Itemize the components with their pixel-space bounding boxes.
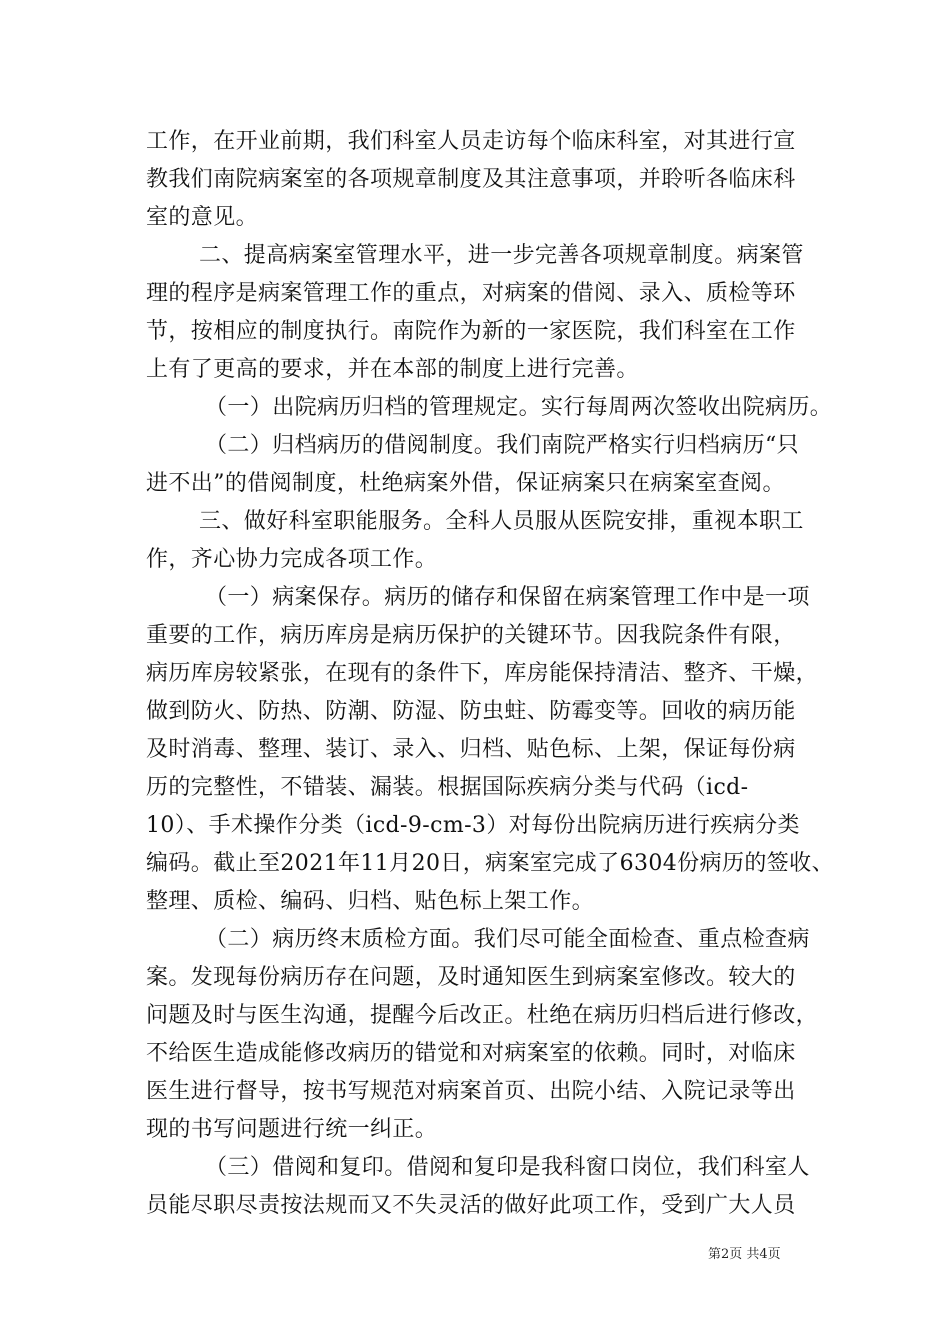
- text-line: 不给医生造成能修改病历的错觉和对病案室的依赖。同时，对临床: [146, 1041, 796, 1066]
- text-line: 10）、手术操作分类（icd-9-cm-3）对每份出院病历进行疾病分类: [146, 813, 800, 838]
- text-line: 案。发现每份病历存在问题，及时通知医生到病案室修改。较大的: [146, 965, 796, 990]
- text-line: 医生进行督导，按书写规范对病案首页、出院小结、入院记录等出: [146, 1079, 796, 1104]
- text-line: 现的书写问题进行统一纠正。: [146, 1117, 438, 1142]
- text-line: （二）病历终末质检方面。我们尽可能全面检查、重点检查病: [205, 927, 810, 952]
- text-line: （二）归档病历的借阅制度。我们南院严格实行归档病历“只: [205, 433, 800, 458]
- text-line: 上有了更高的要求，并在本部的制度上进行完善。: [146, 357, 639, 382]
- text-line: 室的意见。: [146, 205, 259, 230]
- text-line: 及时消毒、整理、装订、录入、归档、贴色标、上架，保证每份病: [146, 737, 796, 762]
- text-line: 重要的工作，病历库房是病历保护的关键环节。因我院条件有限，: [146, 623, 796, 648]
- text-line: 作，齐心协力完成各项工作。: [146, 547, 438, 572]
- text-line: 编码。截止至2021年11月20日，病案室完成了6304份病历的签收、: [146, 851, 834, 876]
- text-line: （一）病案保存。病历的储存和保留在病案管理工作中是一项: [205, 585, 810, 610]
- text-line: （一）出院病历归档的管理规定。实行每周两次签收出院病历。: [205, 395, 833, 420]
- text-line: 三、做好科室职能服务。全科人员服从医院安排，重视本职工: [199, 509, 804, 534]
- text-line: 病历库房较紧张，在现有的条件下，库房能保持清洁、整齐、干燥，: [146, 661, 819, 686]
- text-line: 二、提高病案室管理水平，进一步完善各项规章制度。病案管: [199, 243, 804, 268]
- text-line: 理的程序是病案管理工作的重点，对病案的借阅、录入、质检等环: [146, 281, 796, 306]
- text-line: 问题及时与医生沟通，提醒今后改正。杜绝在病历归档后进行修改，: [146, 1003, 819, 1028]
- text-line: 历的完整性，不错装、漏装。根据国际疾病分类与代码（icd-: [146, 775, 749, 800]
- text-line: （三）借阅和复印。借阅和复印是我科窗口岗位，我们科室人: [205, 1155, 810, 1180]
- text-line: 做到防火、防热、防潮、防湿、防虫蛀、防霉变等。回收的病历能: [146, 699, 796, 724]
- page-number-footer: 第2页 共4页: [708, 1247, 781, 1262]
- text-line: 节，按相应的制度执行。南院作为新的一家医院，我们科室在工作: [146, 319, 796, 344]
- text-line: 整理、质检、编码、归档、贴色标上架工作。: [146, 889, 595, 914]
- text-line: 教我们南院病案室的各项规章制度及其注意事项，并聆听各临床科: [146, 167, 796, 192]
- text-line: 工作，在开业前期，我们科室人员走访每个临床科室，对其进行宣: [146, 129, 796, 154]
- text-line: 进不出”的借阅制度，杜绝病案外借，保证病案只在病案室查阅。: [146, 471, 785, 496]
- text-line: 员能尽职尽责按法规而又不失灵活的做好此项工作，受到广大人员: [146, 1193, 796, 1218]
